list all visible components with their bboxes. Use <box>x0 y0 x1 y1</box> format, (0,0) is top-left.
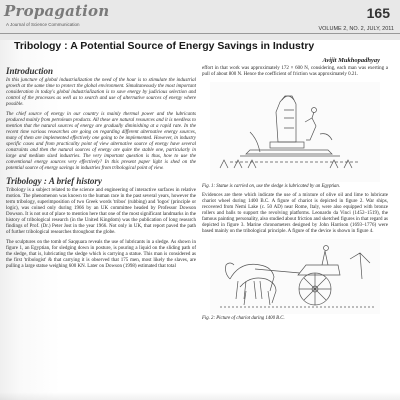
right-column <box>202 66 388 325</box>
introduction-heading: Introduction <box>6 66 54 76</box>
right-paragraph-2: Evidences are there which indicate the use of a mixture of olive oil and lime to lubricate chariot wheel during 1400 B.C. A figure of chariot is depicted in figure 2. War ships, recovered from Nemi Lake (c. 50 AD) near Rome, Italy, were also equipped with bronze rollers and balls to support the revolving platforms. Leonardo da Vinci (1452–1519), the famous painting personality, also studied about friction and sketched figures in that regard as depicted in figure 3. Marine chronometers designed by John Harrison (1693–1776) were based mainly on the tribological principle. A figure of the device is shown in figure 4. <box>202 193 388 234</box>
article-title: Tribology : A Potential Source of Energy Savings in Industry <box>14 40 315 52</box>
journal-logo <box>4 2 110 28</box>
header-rule <box>0 33 400 34</box>
history-paragraph-2: The sculptures on the tomb of Saqquara reveals the use of lubricants in a sledge. As shown in figure 1, an Egyptian, for sledging down in posture, is pouring a liquid on the sliding path of the sledge, that is, lubricating the sledge which is carrying a statue. This man is considered as the first 'tribologist' & that carrying it is observed that 175 men, most likely the slaves, are pulling a large statue weighing 600 KN. Later on Dowson (1998) estimated that total <box>6 240 196 269</box>
intro-paragraph-2: The chief source of energy in our country is mainly thermal power and the lubricants produced mainly from petroleum products. All these are natural resources and it is needless to mention that the natural sources of energy are gradually diminishing at a rapid rate. In the recent time various researches are going on regarding different alternative energy sources, many of them are implemented effectively one going to be implemented. However, in industry specific cases and from practicality point of view alternative source of energy have several constraints and then the natural sources of energy are quite the stable one, particularly in large and medium sized industries. The very important question is thus, how to use the conventional energy sources very effectively? In this present paper light is shed on the potential source of energy savings in industries from tribological point of view. <box>6 112 196 171</box>
figure-1-image <box>210 82 380 182</box>
history-paragraph-1: Tribology is a subject related to the science and engineering of interactive surfaces in relative motion. The phenomenon was known to the human race in the past several years, however the term tribology, superimposition of two Greek words 'tribos' (rubbing) and 'logos' (principle or logic), was coined only during 1966 by an UK committee headed by Professor Dowson Dowson. It is not out of place to mention here that one of the most significant landmarks in the history of tribological research (in the United Kingdom) was the publication of long research findings of Prof. (Dr.) Peter Jost in the year 1966. Not only in UK, that report paved the path of further tribological researches throughout the globe. <box>6 188 196 235</box>
journal-name: Propagation <box>4 2 110 20</box>
figure-2-image <box>210 239 380 314</box>
page-bottom-shadow <box>0 392 400 400</box>
figure-1-caption: Fig. 1: Statue is carried on, use the sledge is lubricated by an Egyptian. <box>202 184 341 189</box>
figure-2-caption: Fig. 2: Picture of chariot during 1400 B.C. <box>202 316 285 321</box>
intro-paragraph-1: In this juncture of global industrialization the need of the hour is to stimulate the industrial growth at the same time to protect the global environment. Simultaneously the most important consideration in today's global industrialization is to save energy by judicious selection and control of the processes as well as to search and use of alternative sources of energy where possible. <box>6 78 196 107</box>
left-column <box>6 66 196 274</box>
article-author: Avijit Mukhopadhyay <box>322 57 380 64</box>
egyptian-sledge-illustration <box>210 82 380 182</box>
page-number: 165 <box>366 5 390 21</box>
volume-line: VOLUME 2, NO. 2, JULY, 2011 <box>318 26 394 32</box>
right-paragraph-1: effort in that work was approximately 172 × 600 N, considering, each man was exerting a pull of about 800 N. Hence the coefficient of friction was approximately 0.21. <box>202 66 388 77</box>
chariot-illustration <box>210 239 380 314</box>
history-heading: Tribology : A brief history <box>6 176 102 186</box>
journal-subtitle: A Journal of Science Communication <box>6 22 80 27</box>
